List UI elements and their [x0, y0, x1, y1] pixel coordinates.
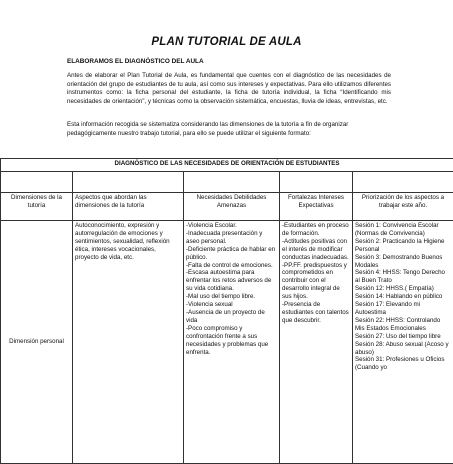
header-aspects: Aspectos que abordan las dimensiones de la tutoría	[73, 193, 184, 221]
diagnosis-table	[0, 158, 453, 464]
spacer-cell	[184, 172, 280, 193]
header-priorities: Priorización de los aspectos a trabajar este año.	[353, 193, 453, 221]
header-dimension: Dimensiones de la tutoría	[1, 193, 73, 221]
intro-paragraph: Antes de elaborar el Plan Tutorial de Aula, es fundamental que cuentes con el diagnóstico de las necesidades de orientación del grupo de estudiantes de tu aula, así como sus intereses y expectativas. Para ello utilizamos diferentes instrumentos como: la ficha personal del estudiante, la ficha de tutoría individual, la ficha “Identificando mis necesidades de orientación”, y técnicas como la observación sistemática, encuestas, lluvia de ideas, entrevistas, etc.	[67, 72, 391, 106]
priorities-cell: Sesión 1: Convivencia Escolar (Normas de Convivencia) Sesión 2: Practicando la Higiene Personal Sesión 3: Demostrando Buenos Modales Sesión 4: HHSS: Tengo Derecho al Buen Trato Sesión 12: HHSS.( Empatía) Sesión 14: Hablando en público Sesión 17: Elevando mi Autoestima Sesión 22: HHSS: Controlando Mis Estados Emocionales Sesión 27: Uso del tiempo libre Sesión 28: Abuso sexual (Acoso y abuso) Sesión 31: Profesiones u Oficios (Cuando yo	[353, 221, 453, 464]
spacer-cell	[280, 172, 353, 193]
spacer-cell	[73, 172, 184, 193]
spacer-cell	[1, 172, 73, 193]
aspects-cell: Autoconocimiento, expresión y autorregulación de emociones y sentimientos, sexualidad, reflexión ética, intereses vocacionales, proyecto de vida, etc.	[73, 221, 184, 464]
strengths-cell: -Estudiantes en proceso de formación. -Actitudes positivas con el interés de modificar conductas inadecuadas. -PP.FF. predispuestos y comprometidos en contribuir con el desarrollo integral de sus hijos. -Presencia de estudiantes con talentos que descubrir.	[280, 221, 353, 464]
dimension-cell: Dimensión personal	[1, 221, 73, 464]
section-heading: ELABORAMOS EL DIAGNÓSTICO DEL AULA	[67, 58, 204, 65]
table-caption: DIAGNÓSTICO DE LAS NECESIDADES DE ORIENTACIÓN DE ESTUDIANTES	[1, 159, 453, 172]
spacer-cell	[353, 172, 453, 193]
header-strengths: Fortalezas Intereses Expectativas	[280, 193, 353, 221]
table-row	[1, 221, 453, 464]
page-title: PLAN TUTORIAL DE AULA	[0, 36, 453, 48]
header-needs: Necesidades Debilidades Amenazas	[184, 193, 280, 221]
format-paragraph: Esta información recogida se sistematiza considerando las dimensiones de la tutoría a fin de organizar pedagógicamente nuestro trabajo tutorial, para ello se puede utilizar el siguiente formato:	[67, 121, 391, 138]
needs-cell: -Violencia Escolar. -Inadecuada presentación y aseo personal. -Deficiente práctica de hablar en público. -Falta de control de emociones. -Escasa autoestima para enfrentar los retos adversos de su vida cotidiana. -Mal uso del tiempo libre. -Violencia sexual -Ausencia de un proyecto de vida -Poco compromiso y confrontación frente a sus necesidades y problemas que enfrenta.	[184, 221, 280, 464]
